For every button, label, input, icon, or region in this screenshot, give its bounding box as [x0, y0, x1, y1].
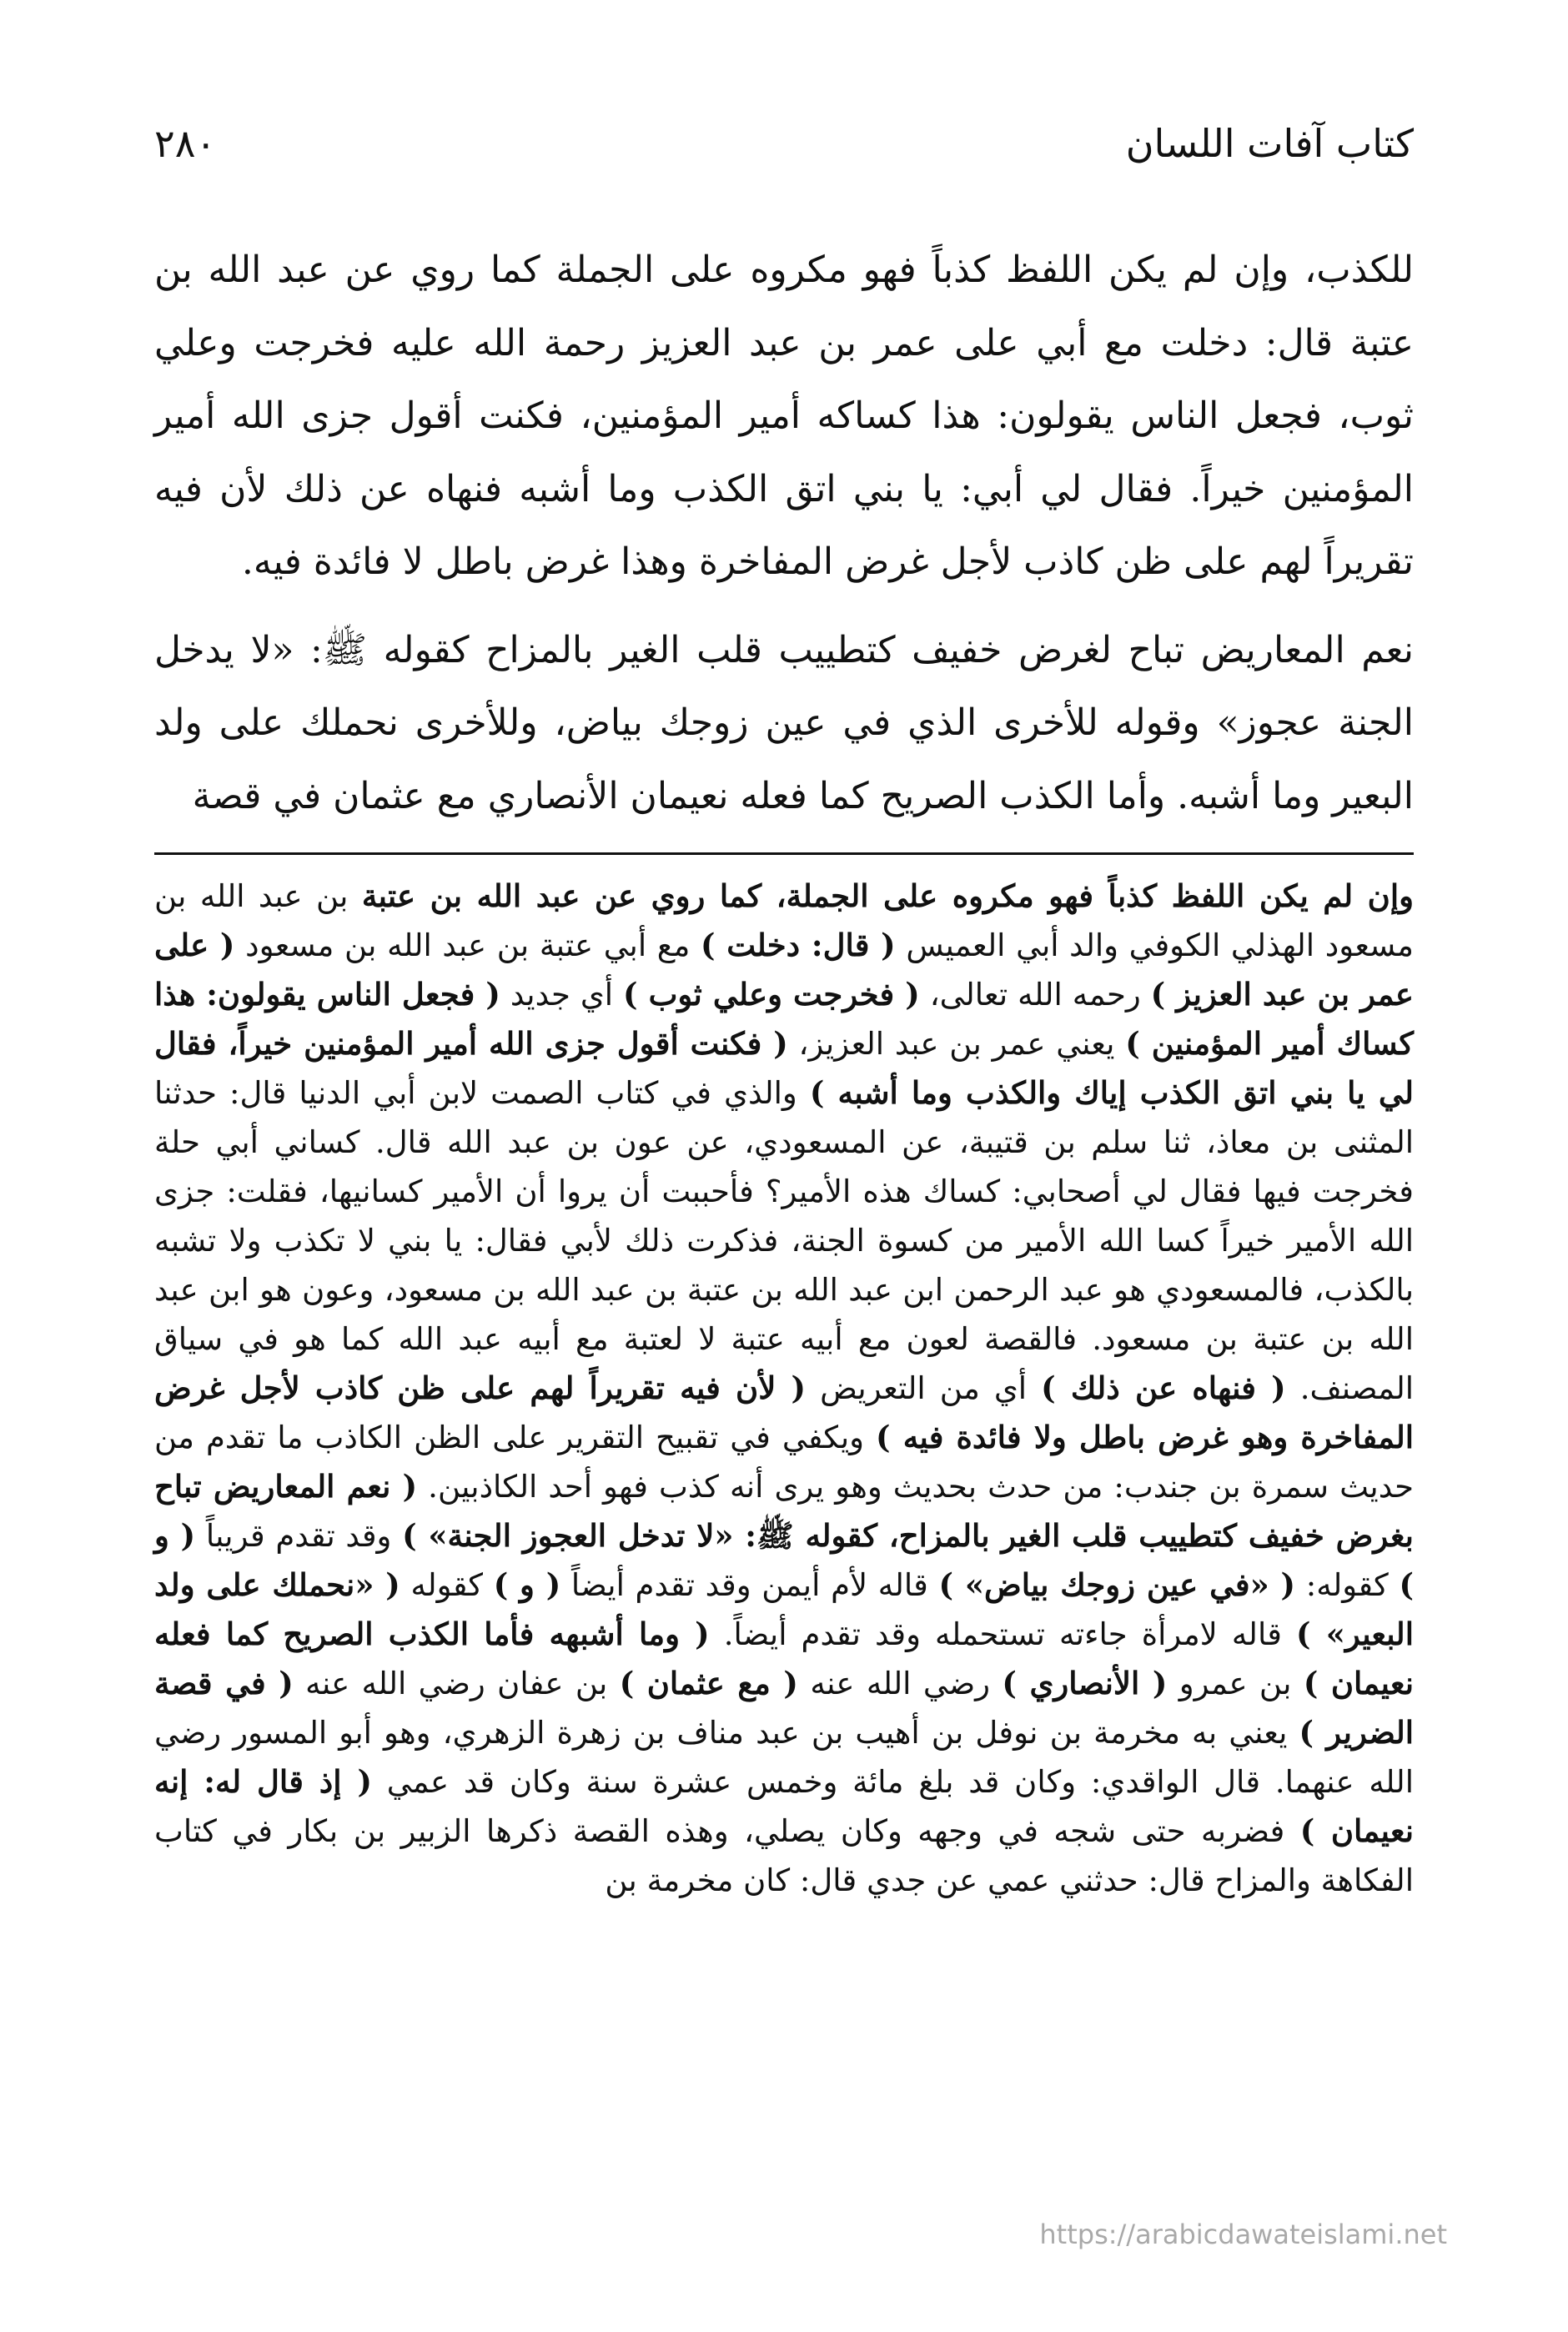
commentary-paragraph: [154, 872, 1414, 1905]
quoted-text: ( و ): [493, 1566, 561, 1603]
quoted-text: ( «نحملك على ولد البعير» ): [154, 1566, 1414, 1652]
commentary-text: مع أبي عتبة بن عبد الله بن مسعود: [234, 927, 701, 963]
commentary-text: ويكفي في تقبيح التقرير على الظن الكاذب ما تقدم من حديث سمرة بن جندب: من حدث بحديث وهو يرى أنه كذب فهو أحد الكاذبين.: [154, 1420, 1415, 1505]
main-paragraph-1: للكذب، وإن لم يكن اللفظ كذباً فهو مكروه على الجملة كما روي عن عبد الله بن عتبة قال: دخلت مع أبي على عمر بن عبد العزيز رحمة الله عليه فخرجت وعلي ثوب، فجعل الناس يقولون: هذا كساكه أمير المؤمنين، فكنت أقول جزى الله أمير المؤمنين خيراً. فقال لي أبي: يا بني اتق الكذب وما أشبه فنهاه عن ذلك لأن فيه تقريراً لهم على ظن كاذب لأجل غرض المفاخرة وهذا غرض باطل لا فائدة فيه.: [154, 249, 1414, 583]
commentary-text: قاله لامرأة جاءته تستحمله وقد تقدم أيضاً.: [709, 1616, 1296, 1652]
quoted-text: ( فخرجت وعلي ثوب ): [623, 976, 920, 1013]
commentary-text: رضي الله عنه: [797, 1666, 1003, 1701]
quoted-text: ( نعم المعاريض تباح بغرض خفيف كتطييب قلب الغير بالمزاح، كقوله ﷺ: «لا تدخل العجوز الجنة» ): [154, 1468, 1414, 1554]
page-header: [154, 121, 1414, 166]
quoted-text: ( لأن فيه تقريراً لهم على ظن كاذب لأجل غرض المفاخرة وهو غرض باطل ولا فائدة فيه ): [154, 1370, 1414, 1455]
commentary-text: فضربه حتى شجه في وجهه وكان يصلي، وهذه القصة ذكرها الزبير بن بكار في كتاب الفكاهة والمزاح قال: حدثني عمي عن جدي قال: كان مخرمة بن: [154, 1813, 1414, 1898]
commentary-text: والذي في كتاب الصمت لابن أبي الدنيا قال: حدثنا المثنى بن معاذ، ثنا سلم بن قتيبة، عن المسعودي، عن عون بن عبد الله قال. كساني أبي حلة فخرجت فيها فقال لي أصحابي: كساك هذه الأمير؟ فأحببت أن يروا أن الأمير كسانيها، فقلت: جزى الله الأمير خيراً كسا الله الأمير من كسوة الجنة، فذكرت ذلك لأبي فقال: يا بني لا تكذب ولا تشبه بالكذب، فالمسعودي هو عبد الرحمن ابن عبد الله بن عتبة بن عبد الله بن مسعود، وعون هو ابن عبد الله بن عتبة بن مسعود. فالقصة لعون مع أبيه عتبة لا لعتبة مع أبيه عبد الله كما هو في سياق المصنف.: [154, 1075, 1414, 1406]
commentary-text: أي جديد: [500, 977, 624, 1013]
commentary-text: كقوله:: [1295, 1567, 1400, 1603]
commentary: [154, 872, 1414, 1905]
quoted-text: ( فنهاه عن ذلك ): [1041, 1370, 1286, 1406]
quoted-text: ( الأنصاري ): [1002, 1665, 1168, 1701]
footnote-divider: [154, 852, 1414, 855]
commentary-text: أي من التعريض: [806, 1370, 1042, 1406]
commentary-text: رحمه الله تعالى،: [919, 977, 1151, 1013]
commentary-text: كقوله: [400, 1567, 494, 1603]
quoted-text: وإن لم يكن اللفظ كذباً فهو مكروه على الجملة، كما روي عن عبد الله بن عتبة: [361, 877, 1414, 914]
main-text: [154, 234, 1414, 832]
main-paragraph-2: نعم المعاريض تباح لغرض خفيف كتطييب قلب الغير بالمزاح كقوله ﷺ: «لا يدخل الجنة عجوز» وقوله للأخرى الذي في عين زوجك بياض، وللأخرى نحملك على ولد البعير وما أشبه. وأما الكذب الصريح كما فعله نعيمان الأنصاري مع عثمان في قصة: [154, 628, 1414, 817]
page-number: ٢٨٠: [154, 121, 217, 166]
commentary-text: يعني عمر بن عبد العزيز،: [787, 1026, 1126, 1062]
commentary-text: قاله لأم أيمن وقد تقدم أيضاً: [560, 1567, 939, 1603]
book-title: كتاب آفات اللسان: [1125, 121, 1414, 166]
commentary-text: وقد تقدم قريباً: [195, 1518, 403, 1554]
quoted-text: ( قال: دخلت ): [700, 927, 896, 963]
quoted-text: ( وما أشبهه فأما الكذب الصريح كما فعله نعيمان ): [154, 1616, 1414, 1701]
quoted-text: ( على عمر بن عبد العزيز ): [154, 927, 1414, 1013]
watermark-url: https://arabicdawateislami.net: [1039, 2219, 1447, 2250]
quoted-text: ( في قصة الضرير ): [154, 1665, 1414, 1751]
commentary-text: يعني به مخرمة بن نوفل بن أهيب بن عبد مناف بن زهرة الزهري، وهو أبو المسور رضي الله عنهما. قال الواقدي: وكان قد بلغ مائة وخمس عشرة سنة وكان قد عمي: [154, 1715, 1414, 1800]
commentary-text: بن عبد الله بن مسعود الهذلي الكوفي والد أبي العميس: [154, 878, 1414, 963]
quoted-text: ( فجعل الناس يقولون: هذا كساك أمير المؤمنين ): [154, 976, 1415, 1062]
quoted-text: ( «في عين زوجك بياض» ): [938, 1566, 1296, 1603]
quoted-text: ( إذ قال له: إنه نعيمان ): [154, 1763, 1414, 1849]
commentary-text: بن عمرو: [1167, 1666, 1304, 1701]
quoted-text: ( مع عثمان ): [619, 1665, 798, 1701]
quoted-text: ( فكنت أقول جزى الله أمير المؤمنين خيراً، فقال لي يا بني اتق الكذب إياك والكذب وما أشبه ): [154, 1025, 1414, 1111]
quoted-text: ( و ): [154, 1517, 1414, 1603]
commentary-text: بن عفان رضي الله عنه: [293, 1666, 620, 1701]
